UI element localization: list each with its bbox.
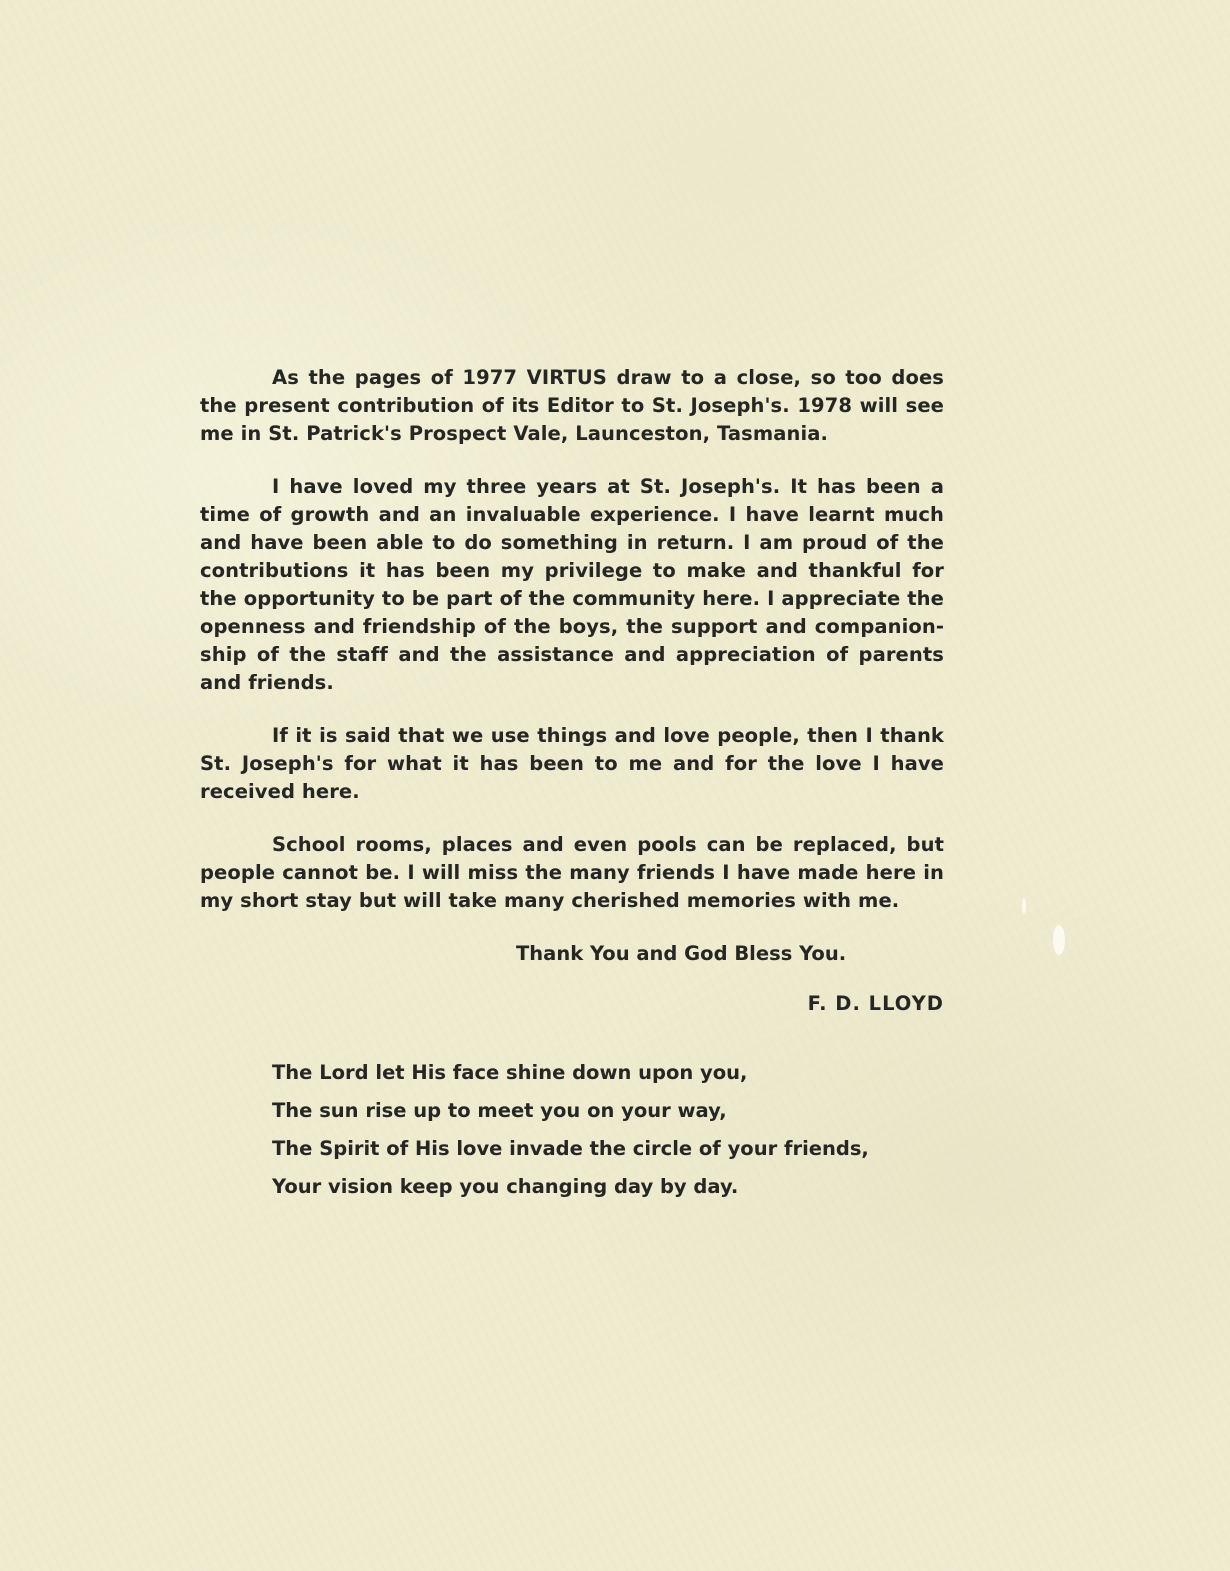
blessing-line-4: Your vision keep you changing day by day. <box>272 1175 739 1198</box>
farewell-letter <box>200 364 944 1018</box>
blessing-line-2: The sun rise up to meet you on your way, <box>272 1099 727 1122</box>
paper-speck <box>1053 925 1065 955</box>
letter-paragraph-1: As the pages of 1977 VIRTUS draw to a close, so too does the present contribution of its Editor to St. Joseph's. 1978 will see me in St. Patrick's Prospect Vale, Launceston, Tasmania. <box>200 366 944 445</box>
blessing-line-1: The Lord let His face shine down upon you, <box>272 1061 748 1084</box>
letter-signature: F. D. LLOYD <box>807 992 944 1015</box>
letter-paragraph-4: School rooms, places and even pools can be replaced, but people cannot be. I will miss the many friends I have made here in my short stay but will take many cherished memories with me. <box>200 833 944 912</box>
blessing-line-3: The Spirit of His love invade the circle of your friends, <box>272 1137 869 1160</box>
letter-closing: Thank You and God Bless You. <box>516 942 847 965</box>
letter-paragraph-2: I have loved my three years at St. Joseph's. It has been a time of growth and an invaluable experience. I have learnt much and have been able to do something in return. I am proud of the contributions it has been my privilege to make and thankful for the opportunity to be part of the community here. I appreciate the openness and friendship of the boys, the support and companionship of the staff and the assistance and appreciation of parents and friends. <box>200 475 944 694</box>
paper-speck <box>1022 898 1026 914</box>
blessing-verse <box>272 1054 972 1206</box>
letter-paragraph-3: If it is said that we use things and love people, then I thank St. Joseph's for what it has been to me and for the love I have received here. <box>200 724 944 803</box>
